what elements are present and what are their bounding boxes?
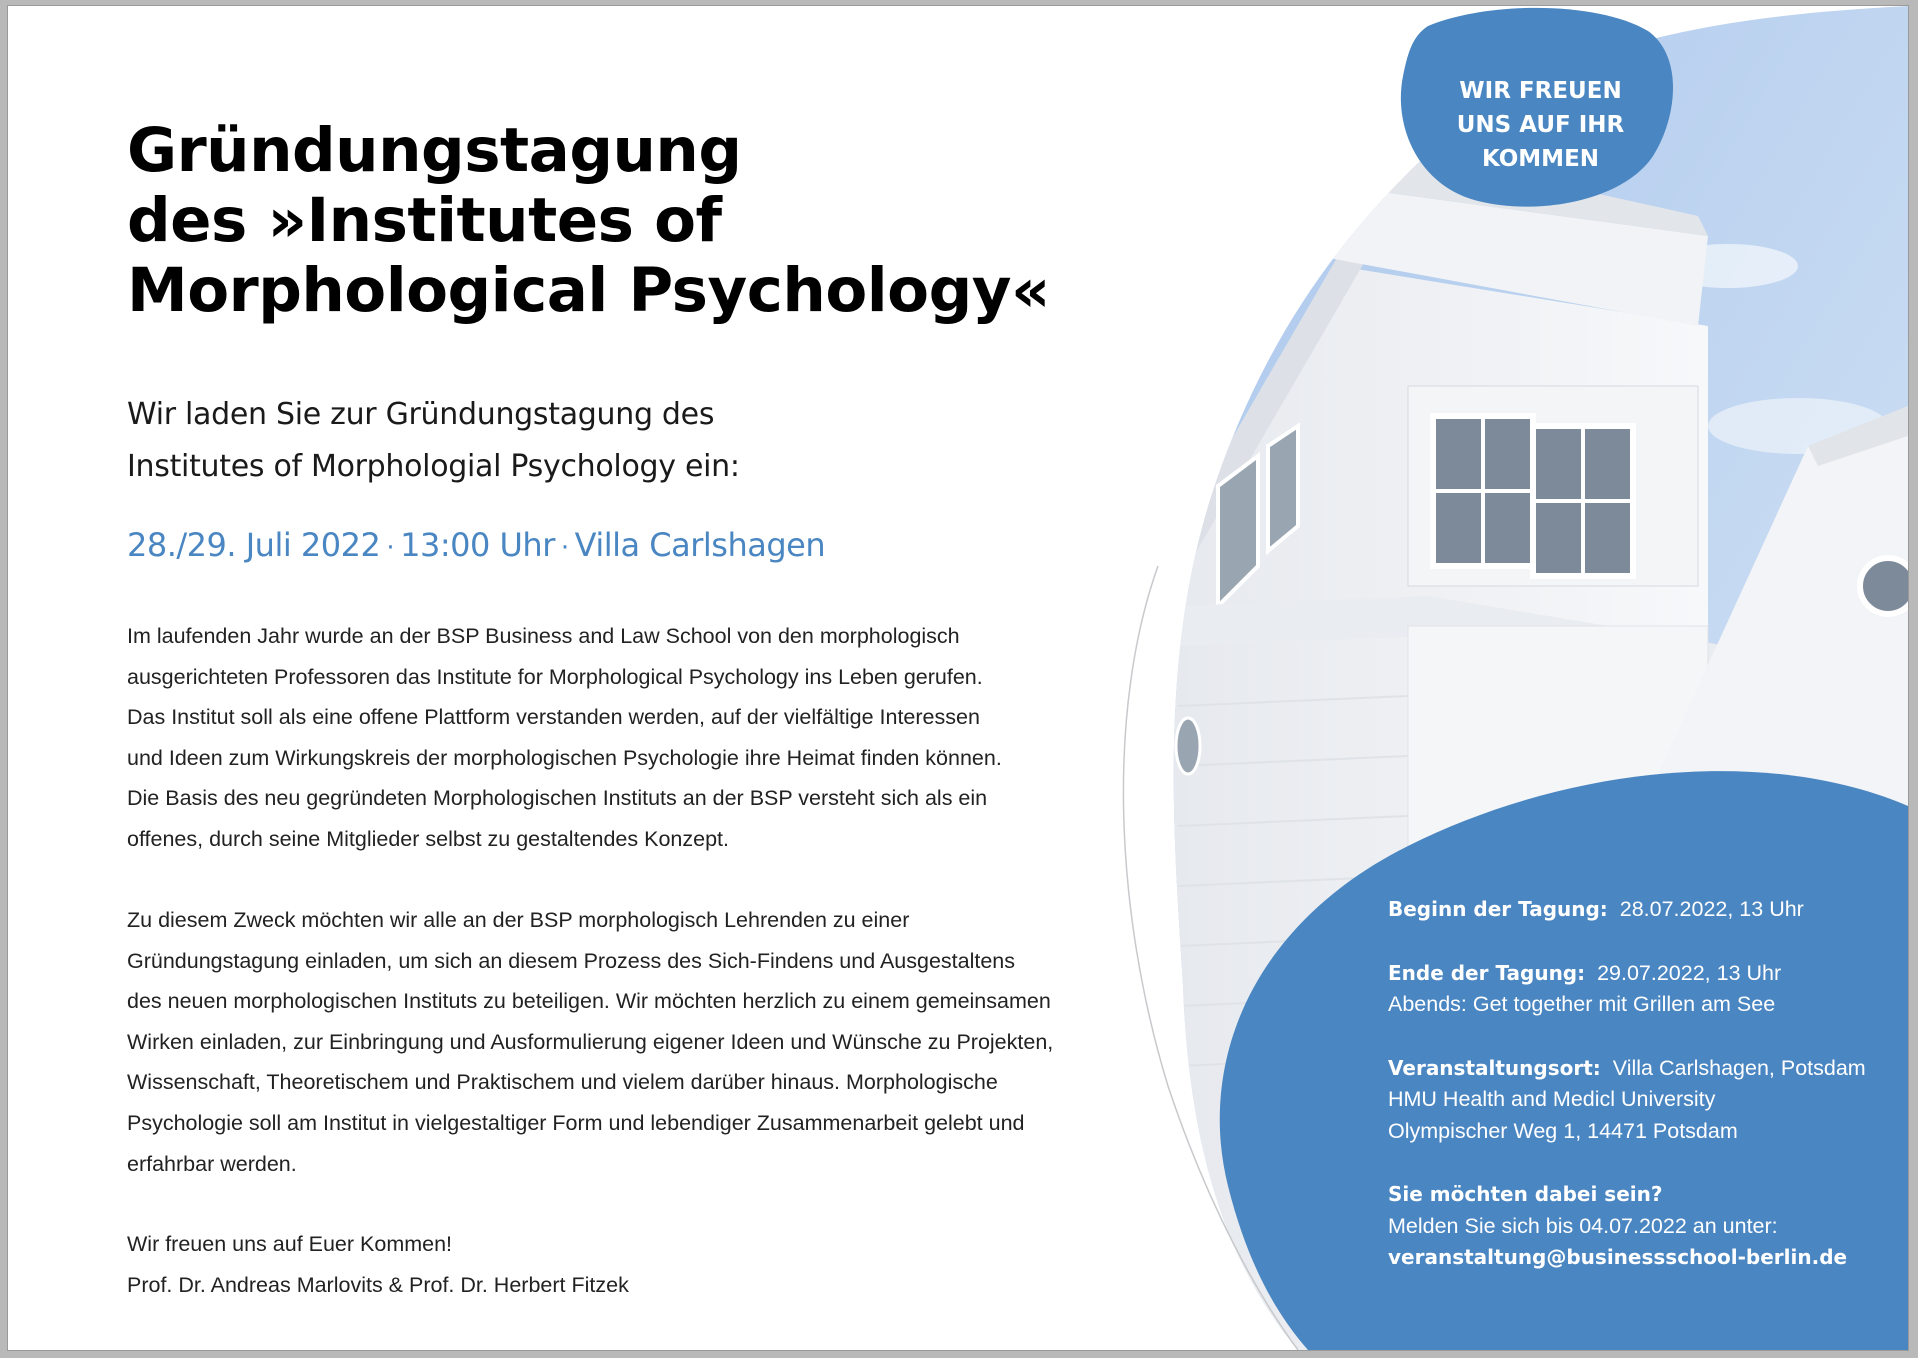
welcome-bubble-text: WIR FREUEN UNS AUF IHR KOMMEN — [1456, 78, 1625, 172]
info-evening: Abends: Get together mit Grillen am See — [1388, 992, 1776, 1016]
title-line-3: Morphological Psychology« — [127, 255, 1050, 326]
separator-dot: · — [386, 533, 395, 563]
event-place: Villa Carlshagen — [574, 526, 826, 564]
event-info — [1388, 894, 1898, 1274]
closing-signature: Wir freuen uns auf Euer Kommen! Prof. Dr. Andreas Marlovits & Prof. Dr. Herbert Fitzek — [127, 1232, 629, 1297]
flyer-page — [8, 6, 1908, 1350]
signup-email-link[interactable]: veranstaltung@businessschool-berlin.de — [1388, 1245, 1848, 1269]
info-signup-label: Sie möchten dabei sein? — [1388, 1182, 1663, 1206]
event-date: 28./29. Juli 2022 — [127, 526, 381, 564]
event-dateline — [127, 522, 1027, 571]
body-paragraph-1: Im laufenden Jahr wurde an der BSP Business and Law School von den morphologisch ausgerichteten Professoren das Institute for Morphological Psychology ins Leben gerufen. Das Institut soll als eine offene Plattform verstanden werden, auf der vielfältige Interessen und Ideen zum Wirkungskreis der morphologischen Psychologie ihre Heimat finden können. Die Basis des neu gegründeten Morphologischen Instituts an der BSP versteht sich als ein offenes, durch seine Mitglieder selbst zu gestaltendes Konzept. — [127, 624, 1002, 851]
event-time: 13:00 Uhr — [400, 526, 555, 564]
intro-text: Wir laden Sie zur Gründungstagung des Institutes of Morphologial Psychology ein: — [127, 397, 740, 484]
info-signup-text: Melden Sie sich bis 04.07.2022 an unter: — [1388, 1213, 1778, 1238]
page-title — [127, 116, 1127, 326]
info-venue-line3: Olympischer Weg 1, 14471 Potsdam — [1388, 1118, 1738, 1143]
info-venue-line2: HMU Health and Medicl University — [1388, 1087, 1716, 1111]
info-start: Beginn der Tagung: 28.07.2022, 13 Uhr — [1388, 897, 1804, 921]
info-venue: Veranstaltungsort: Villa Carlshagen, Potsdam — [1388, 1055, 1866, 1080]
body-paragraph-2: Zu diesem Zweck möchten wir alle an der BSP morphologisch Lehrenden zu einer Gründungstagung einladen, um sich an diesem Prozess des Sich-Findens und Ausgestaltens des neuen morphologischen Instituts zu beteiligen. Wir möchten herzlich zu einem gemeinsamen Wirken einladen, zur Einbringung und Ausformulierung eigener Ideen und Wünsche zu Projekten, Wissenschaft, Theoretischem und Praktischem und vielem darüber hinaus. Morphologische Psychologie soll am Institut in vielgestaltiger Form und lebendiger Zusammenarbeit gelebt und erfahrbar werden. — [127, 908, 1054, 1176]
title-line-2: des »Institutes of — [127, 185, 722, 256]
separator-dot: · — [560, 533, 569, 563]
title-line-1: Gründungstagung — [127, 115, 742, 186]
info-end: Ende der Tagung: 29.07.2022, 13 Uhr — [1388, 960, 1782, 985]
